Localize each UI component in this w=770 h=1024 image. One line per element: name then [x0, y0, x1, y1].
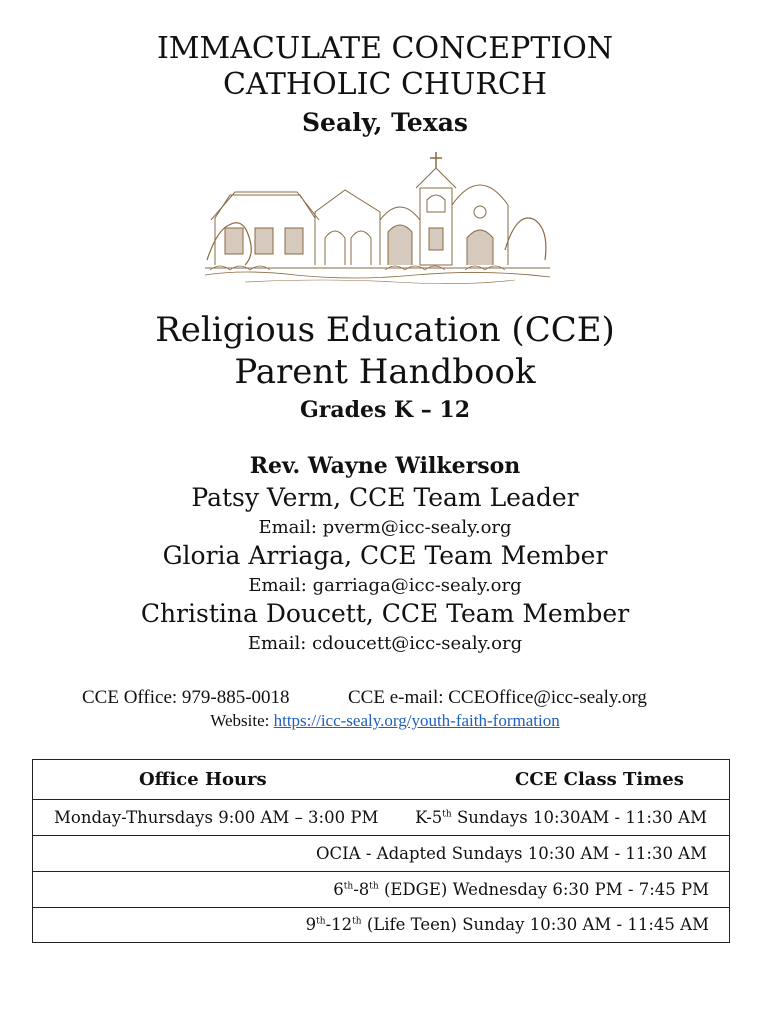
staff-member-name: Gloria Arriaga, CCE Team Member	[162, 541, 608, 570]
schedule-table	[32, 759, 730, 943]
pastor-name: Rev. Wayne Wilkerson	[249, 453, 521, 479]
class-time-ocia: OCIA - Adapted Sundays 10:30 AM - 11:30 AM	[316, 844, 707, 863]
website-label: Website:	[210, 711, 274, 730]
handbook-title-line-2: Parent Handbook	[234, 352, 536, 392]
office-phone: CCE Office: 979-885-0018	[82, 687, 290, 708]
church-illustration	[205, 150, 550, 290]
class-time-edge: 6th-8th (EDGE) Wednesday 6:30 PM - 7:45 PM	[333, 880, 709, 899]
staff-member-name: Patsy Verm, CCE Team Leader	[191, 483, 579, 512]
class-time-k5: K-5th Sundays 10:30AM - 11:30 AM	[415, 808, 707, 827]
table-row	[33, 836, 729, 872]
class-times-header: CCE Class Times	[515, 769, 684, 790]
office-hours-header: Office Hours	[139, 769, 267, 790]
table-header-row	[33, 760, 729, 800]
handbook-title-line-1: Religious Education (CCE)	[155, 310, 615, 350]
office-hours-value: Monday-Thursdays 9:00 AM – 3:00 PM	[54, 808, 379, 827]
website-link[interactable]: https://icc-sealy.org/youth-faith-formation	[273, 711, 560, 730]
church-title-line-2: CATHOLIC CHURCH	[222, 67, 548, 102]
staff-member-email[interactable]: Email: pverm@icc-sealy.org	[258, 517, 512, 538]
staff-member-email[interactable]: Email: garriaga@icc-sealy.org	[248, 575, 522, 596]
class-time-life-teen: 9th-12th (Life Teen) Sunday 10:30 AM - 11:45 AM	[305, 915, 709, 934]
staff-member-email[interactable]: Email: cdoucett@icc-sealy.org	[247, 633, 523, 654]
church-location: Sealy, Texas	[301, 108, 468, 137]
church-title-line-1: IMMACULATE CONCEPTION	[156, 31, 614, 66]
table-row	[33, 800, 729, 836]
staff-member-name: Christina Doucett, CCE Team Member	[140, 599, 630, 628]
table-row	[33, 872, 729, 908]
table-row	[33, 908, 729, 942]
grades-range: Grades K – 12	[299, 397, 471, 423]
website-line	[0, 709, 770, 733]
office-email[interactable]: CCE e-mail: CCEOffice@icc-sealy.org	[348, 687, 647, 708]
